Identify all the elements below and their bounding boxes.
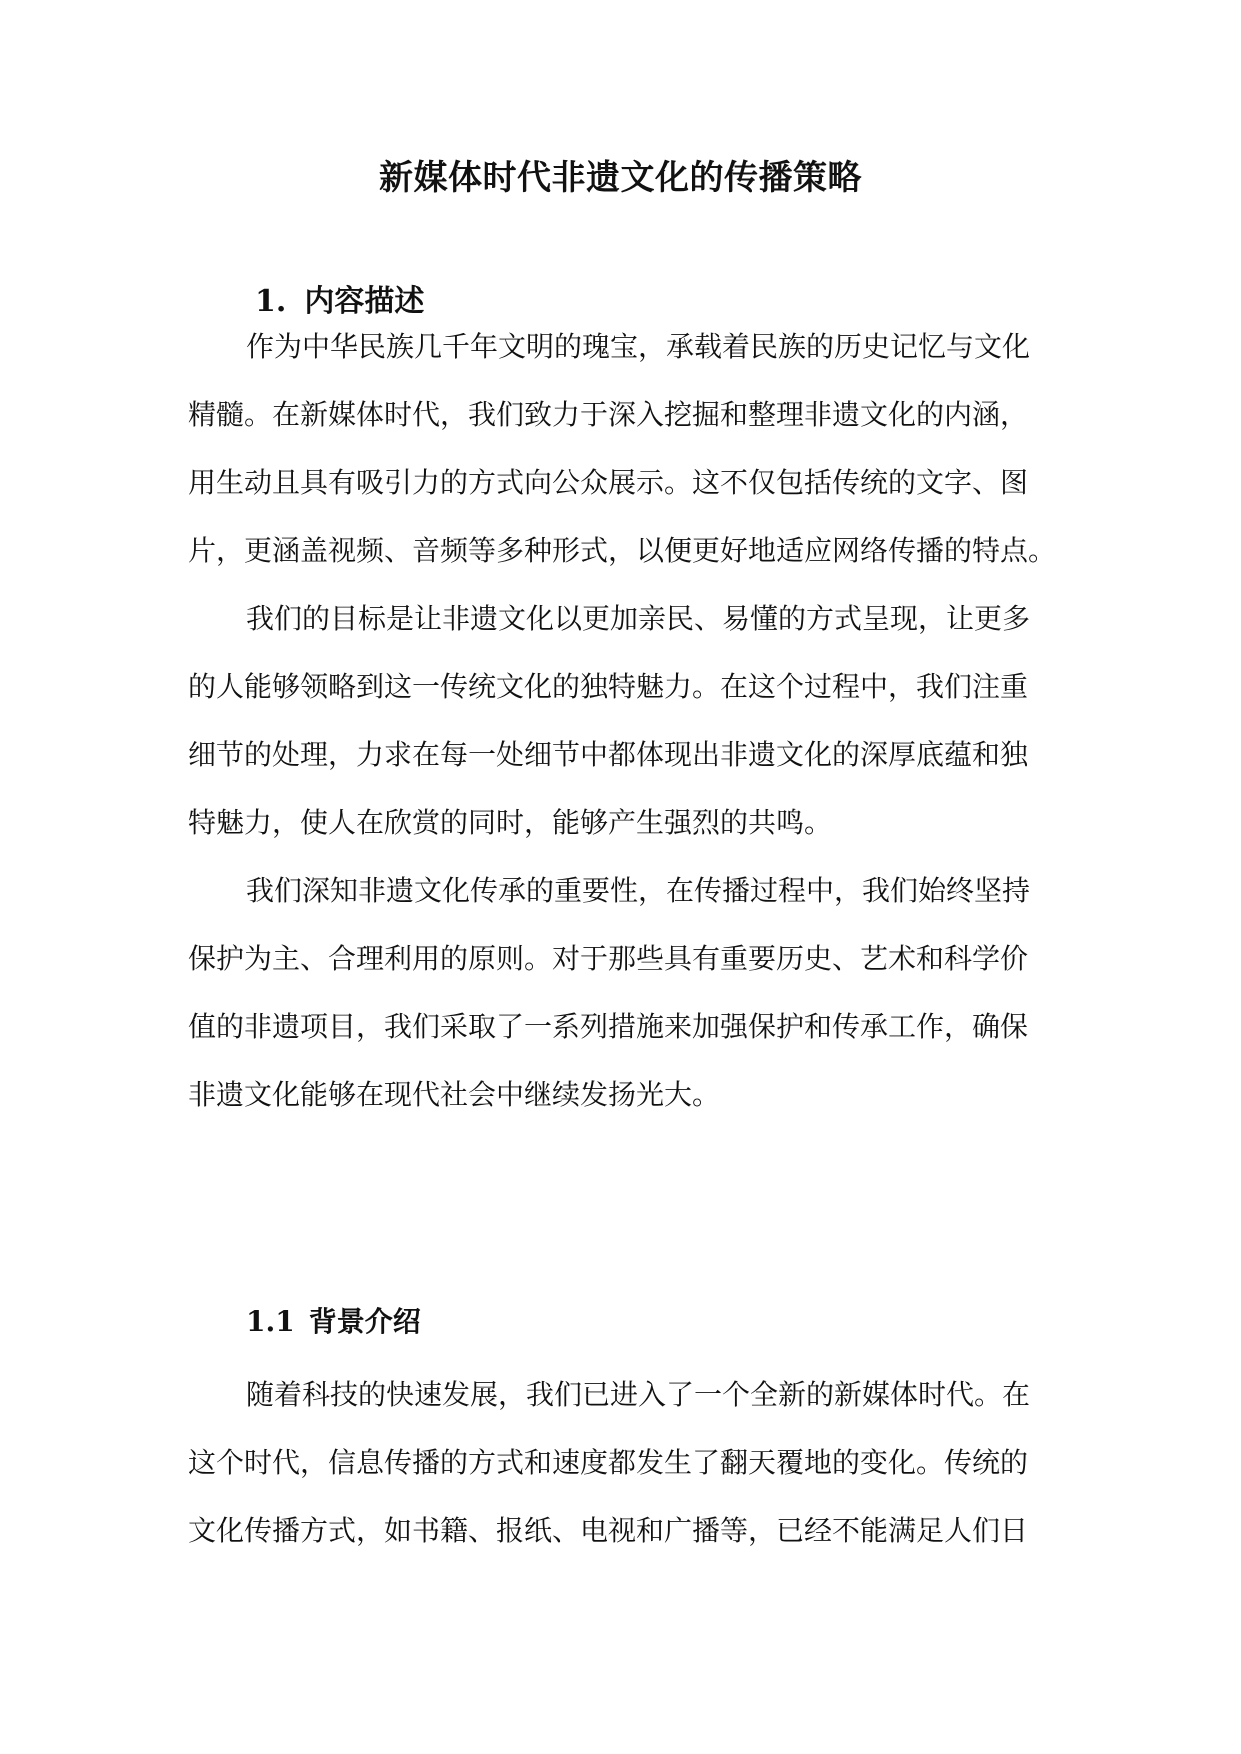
- section-title: 内容描述: [304, 284, 425, 319]
- paragraph-line: 我们深知非遗文化传承的重要性，在传播过程中，我们始终坚持: [246, 874, 1031, 907]
- paragraph-line: 片，更涵盖视频、音频等多种形式，以便更好地适应网络传播的特点。: [188, 534, 1057, 567]
- paragraph-line: 值的非遗项目，我们采取了一系列措施来加强保护和传承工作，确保: [188, 1010, 1029, 1043]
- paragraph-line: 用生动且具有吸引力的方式向公众展示。这不仅包括传统的文字、图: [188, 466, 1029, 499]
- paragraph-line: 保护为主、合理利用的原则。对于那些具有重要历史、艺术和科学价: [188, 942, 1029, 975]
- paragraph-line: 精髓。在新媒体时代，我们致力于深入挖掘和整理非遗文化的内涵，: [188, 398, 1029, 431]
- paragraph-line: 非遗文化能够在现代社会中继续发扬光大。: [188, 1078, 721, 1111]
- paragraph-line: 文化传播方式，如书籍、报纸、电视和广播等，已经不能满足人们日: [188, 1514, 1029, 1547]
- paragraph-line: 细节的处理，力求在每一处细节中都体现出非遗文化的深厚底蕴和独: [188, 738, 1029, 771]
- section-heading-1-1: [246, 1300, 421, 1344]
- paragraph-line: 我们的目标是让非遗文化以更加亲民、易懂的方式呈现，让更多: [246, 602, 1031, 635]
- paragraph-line: 的人能够领略到这一传统文化的独特魅力。在这个过程中，我们注重: [188, 670, 1029, 703]
- paragraph-line: 这个时代，信息传播的方式和速度都发生了翻天覆地的变化。传统的: [188, 1446, 1029, 1479]
- paragraph-line: 作为中华民族几千年文明的瑰宝，承载着民族的历史记忆与文化: [246, 330, 1031, 363]
- paragraph-line: 随着科技的快速发展，我们已进入了一个全新的新媒体时代。在: [246, 1378, 1031, 1411]
- document-title: 新媒体时代非遗文化的传播策略: [379, 158, 862, 198]
- section-number: 1.1: [246, 1305, 295, 1338]
- section-heading-1: [255, 280, 424, 324]
- paragraph-line: 特魅力，使人在欣赏的同时，能够产生强烈的共鸣。: [188, 806, 833, 839]
- section-number: 1.: [255, 284, 287, 319]
- section-title: 背景介绍: [308, 1305, 421, 1338]
